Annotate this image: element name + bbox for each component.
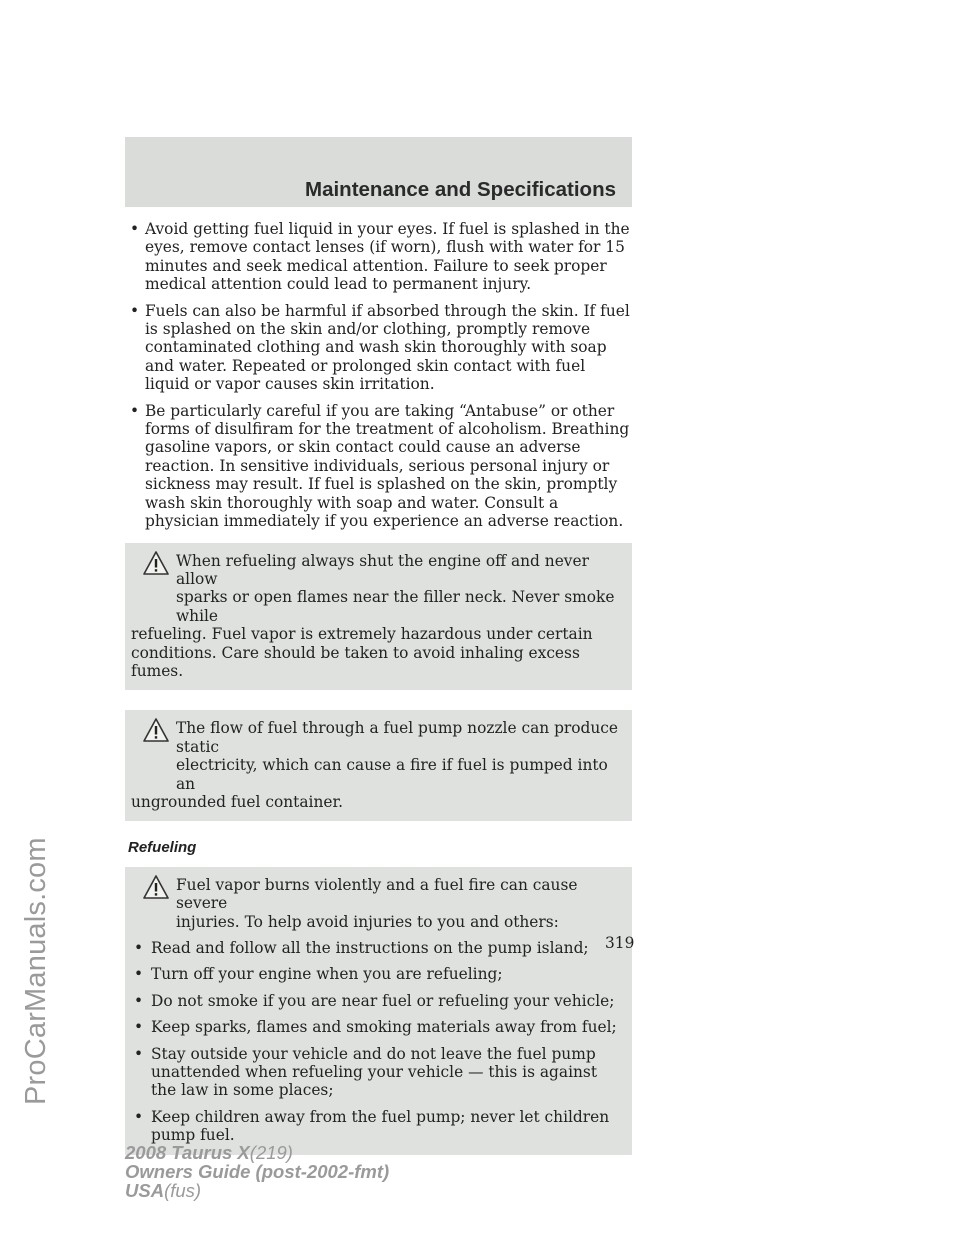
footer-info (125, 1143, 389, 1200)
footer-market: USA (125, 1180, 165, 1201)
warning-text-line: sparks or open flames near the filler neck. Never smoke while (176, 588, 615, 625)
section-heading-refueling: Refueling (128, 839, 197, 857)
section-title: Maintenance and Specifications (305, 178, 616, 201)
footer-market-code: (fus) (164, 1180, 202, 1201)
footer-line-2 (125, 1162, 389, 1181)
footer-guide: Owners Guide (post-2002-fmt) (125, 1161, 390, 1182)
bullet-item (128, 302, 632, 394)
bullet-text: Fuels can also be harmful if absorbed through the skin. If fuel is splashed on the skin and/or clothing, promptly remove contaminated clothing and wash skin thoroughly with soap and water. Repeated or prolonged skin contact with fuel liquid or vapor causes skin irritation. (145, 301, 630, 394)
page-number: 319 (605, 934, 635, 952)
warning-bullet-item (131, 1045, 626, 1100)
warning-text: ungrounded fuel container. (131, 792, 344, 811)
footer-line-1 (125, 1143, 389, 1162)
bullet-dot: • (134, 991, 144, 1010)
warning-bullet-item (131, 992, 626, 1010)
warning-text-line: electricity, which can cause a fire if fuel is pumped into an (176, 756, 608, 793)
warning-bullet-item (131, 1018, 626, 1036)
warning-text-line: When refueling always shut the engine off and never allow (176, 551, 589, 588)
bullet-text: Be particularly careful if you are taking “Antabuse” or other forms of disulfiram for the treatment of alcoholism. Breathing gasoline vapors, or skin contact could cause an adverse reaction. In sensitive individuals, serious personal injury or sickness may result. If fuel is splashed on the skin, promptly wash skin thoroughly with soap and water. Consult a physician immediately if you experience an adverse reaction. (145, 401, 630, 531)
bullet-text: Do not smoke if you are near fuel or refueling your vehicle; (151, 991, 615, 1010)
bullet-dot: • (130, 301, 140, 320)
warning-text: refueling. Fuel vapor is extremely hazardous under certain conditions. Care should be taken to avoid inhaling excess fumes. (131, 625, 593, 680)
footer-line-3 (125, 1181, 389, 1200)
bullet-dot: • (134, 939, 144, 957)
page-content (128, 220, 635, 1155)
bullet-item (128, 220, 632, 294)
bullet-text: Stay outside your vehicle and do not leave the fuel pump unattended when refueling your vehicle — this is against the law in some places; (151, 1044, 598, 1100)
bullet-dot: • (134, 1107, 144, 1126)
bullet-dot: • (134, 965, 144, 984)
warning-bullet-item (131, 1108, 626, 1145)
bullet-text: Read and follow all the instructions on the pump island; (151, 939, 589, 957)
warning-box (125, 543, 632, 691)
bullet-dot: • (130, 401, 140, 420)
side-watermark: ProCarManuals.com (20, 837, 52, 1105)
warning-text-line: Fuel vapor burns violently and a fuel fire can cause severe (176, 875, 578, 913)
warning-triangle-icon (143, 718, 169, 742)
warning-triangle-icon (143, 875, 169, 899)
warning-text-line: injuries. To help avoid injuries to you and others: (176, 912, 559, 931)
warning-bullet-item (131, 965, 626, 983)
warning-triangle-icon (143, 551, 169, 575)
bullet-item (128, 402, 632, 531)
warning-text-line: The flow of fuel through a fuel pump nozzle can produce static (176, 719, 619, 756)
bullet-text: Keep children away from the fuel pump; never let children pump fuel. (151, 1107, 610, 1145)
bullet-dot: • (130, 220, 140, 238)
warning-box (125, 867, 635, 1155)
warning-bullet-item (131, 939, 626, 957)
warning-box (125, 710, 632, 821)
bullet-text: Turn off your engine when you are refueling; (151, 965, 503, 984)
footer-model-code: (219) (249, 1142, 293, 1163)
bullet-text: Keep sparks, flames and smoking materials away from fuel; (151, 1018, 617, 1037)
bullet-text: Avoid getting fuel liquid in your eyes. If fuel is splashed in the eyes, remove contact lenses (if worn), flush with water for 15 minutes and seek medical attention. Failure to seek proper medical attention could lead to permanent injury. (145, 220, 630, 294)
bullet-dot: • (134, 1044, 144, 1063)
bullet-dot: • (134, 1018, 144, 1037)
section-header-band (125, 137, 632, 207)
footer-model: 2008 Taurus X (125, 1142, 250, 1163)
